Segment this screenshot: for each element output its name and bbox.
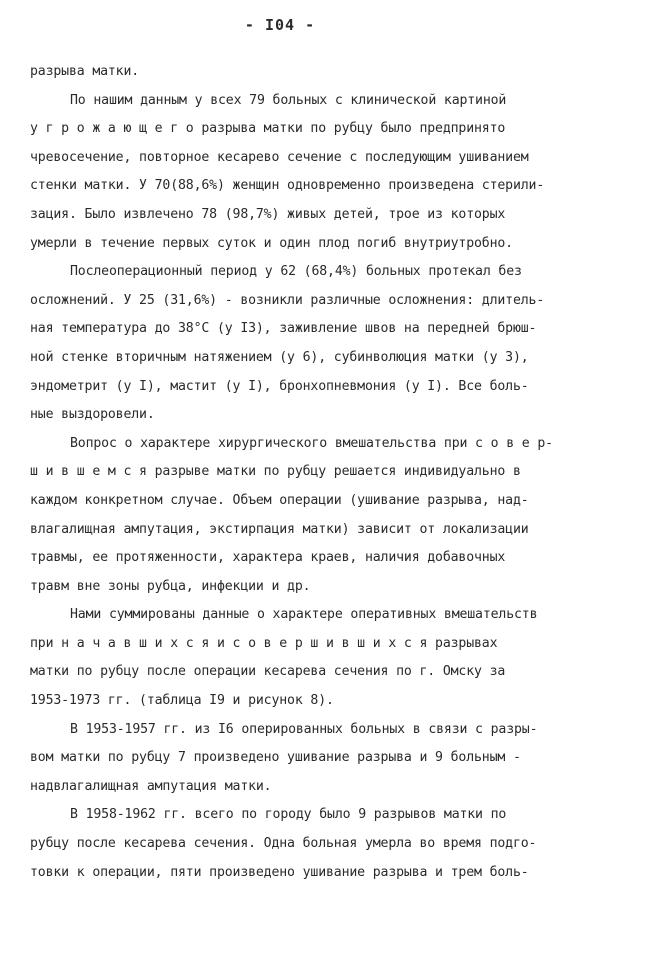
text-line: ной стенке вторичным натяжением (у 6), субинволюция матки (у 3), (30, 349, 529, 365)
text-line: товки к операции, пяти произведено ушивание разрыва и трем боль- (30, 864, 529, 880)
body-text (30, 58, 630, 887)
paragraph-first-line: Нами суммированы данные о характере оперативных вмешательств (70, 607, 538, 623)
paragraph-first-line: Вопрос о характере хирургического вмешательства при с о в е р- (70, 435, 553, 451)
text-line: надвлагалищная ампутация матки. (30, 778, 272, 794)
text-line: эндометрит (у I), мастит (у I), бронхопневмония (у I). Все боль- (30, 378, 529, 394)
text-line: зация. Было извлечено 78 (98,7%) живых детей, трое из которых (30, 206, 506, 222)
text-line: каждом конкретном случае. Объем операции (ушивание разрыва, над- (30, 492, 529, 508)
text-line: при н а ч а в ш и х с я и с о в е р ш и в ш и х с я разрывах (30, 635, 498, 651)
text-line: у г р о ж а ю щ е г о разрыва матки по рубцу было предпринято (30, 121, 506, 137)
text-line: стенки матки. У 70(88,6%) женщин одновременно произведена стерили- (30, 178, 545, 194)
text-line: вом матки по рубцу 7 произведено ушивание разрыва и 9 больным - (30, 750, 521, 766)
text-line: ная температура до 38°С (у I3), заживление швов на передней брюш- (30, 321, 537, 337)
text-line: ные выздоровели. (30, 407, 155, 423)
text-line: умерли в течение первых суток и один плод погиб внутриутробно. (30, 235, 513, 251)
text-line: матки по рубцу после операции кесарева сечения по г. Омску за (30, 664, 506, 680)
text-line: травмы, ее протяженности, характера краев, наличия добавочных (30, 550, 506, 566)
page-number: - I04 - (244, 16, 316, 34)
paragraph-first-line: В 1958-1962 гг. всего по городу было 9 разрывов матки по (70, 807, 507, 823)
text-line: разрыва матки. (30, 64, 140, 79)
text-line: ш и в ш е м с я разрыве матки по рубцу решается индивидуально в (30, 464, 521, 480)
text-line: травм вне зоны рубца, инфекции и др. (30, 578, 311, 594)
paragraph-first-line: Послеоперационный период у 62 (68,4%) больных протекал без (70, 264, 522, 280)
paragraph-first-line: В 1953-1957 гг. из I6 оперированных больных в связи с разры- (70, 721, 538, 737)
text-line: 1953-1973 гг. (таблица I9 и рисунок 8). (30, 693, 334, 709)
text-line: осложнений. У 25 (31,6%) - возникли различные осложнения: длитель- (30, 292, 545, 308)
paragraph-first-line: По нашим данным у всех 79 больных с клинической картиной (70, 92, 507, 108)
text-line: влагалищная ампутация, экстирпация матки) зависит от локализации (30, 521, 529, 537)
text-line: чревосечение, повторное кесарево сечение с последующим ушиванием (30, 149, 529, 165)
text-line: рубцу после кесарева сечения. Одна больная умерла во время подго- (30, 836, 537, 852)
